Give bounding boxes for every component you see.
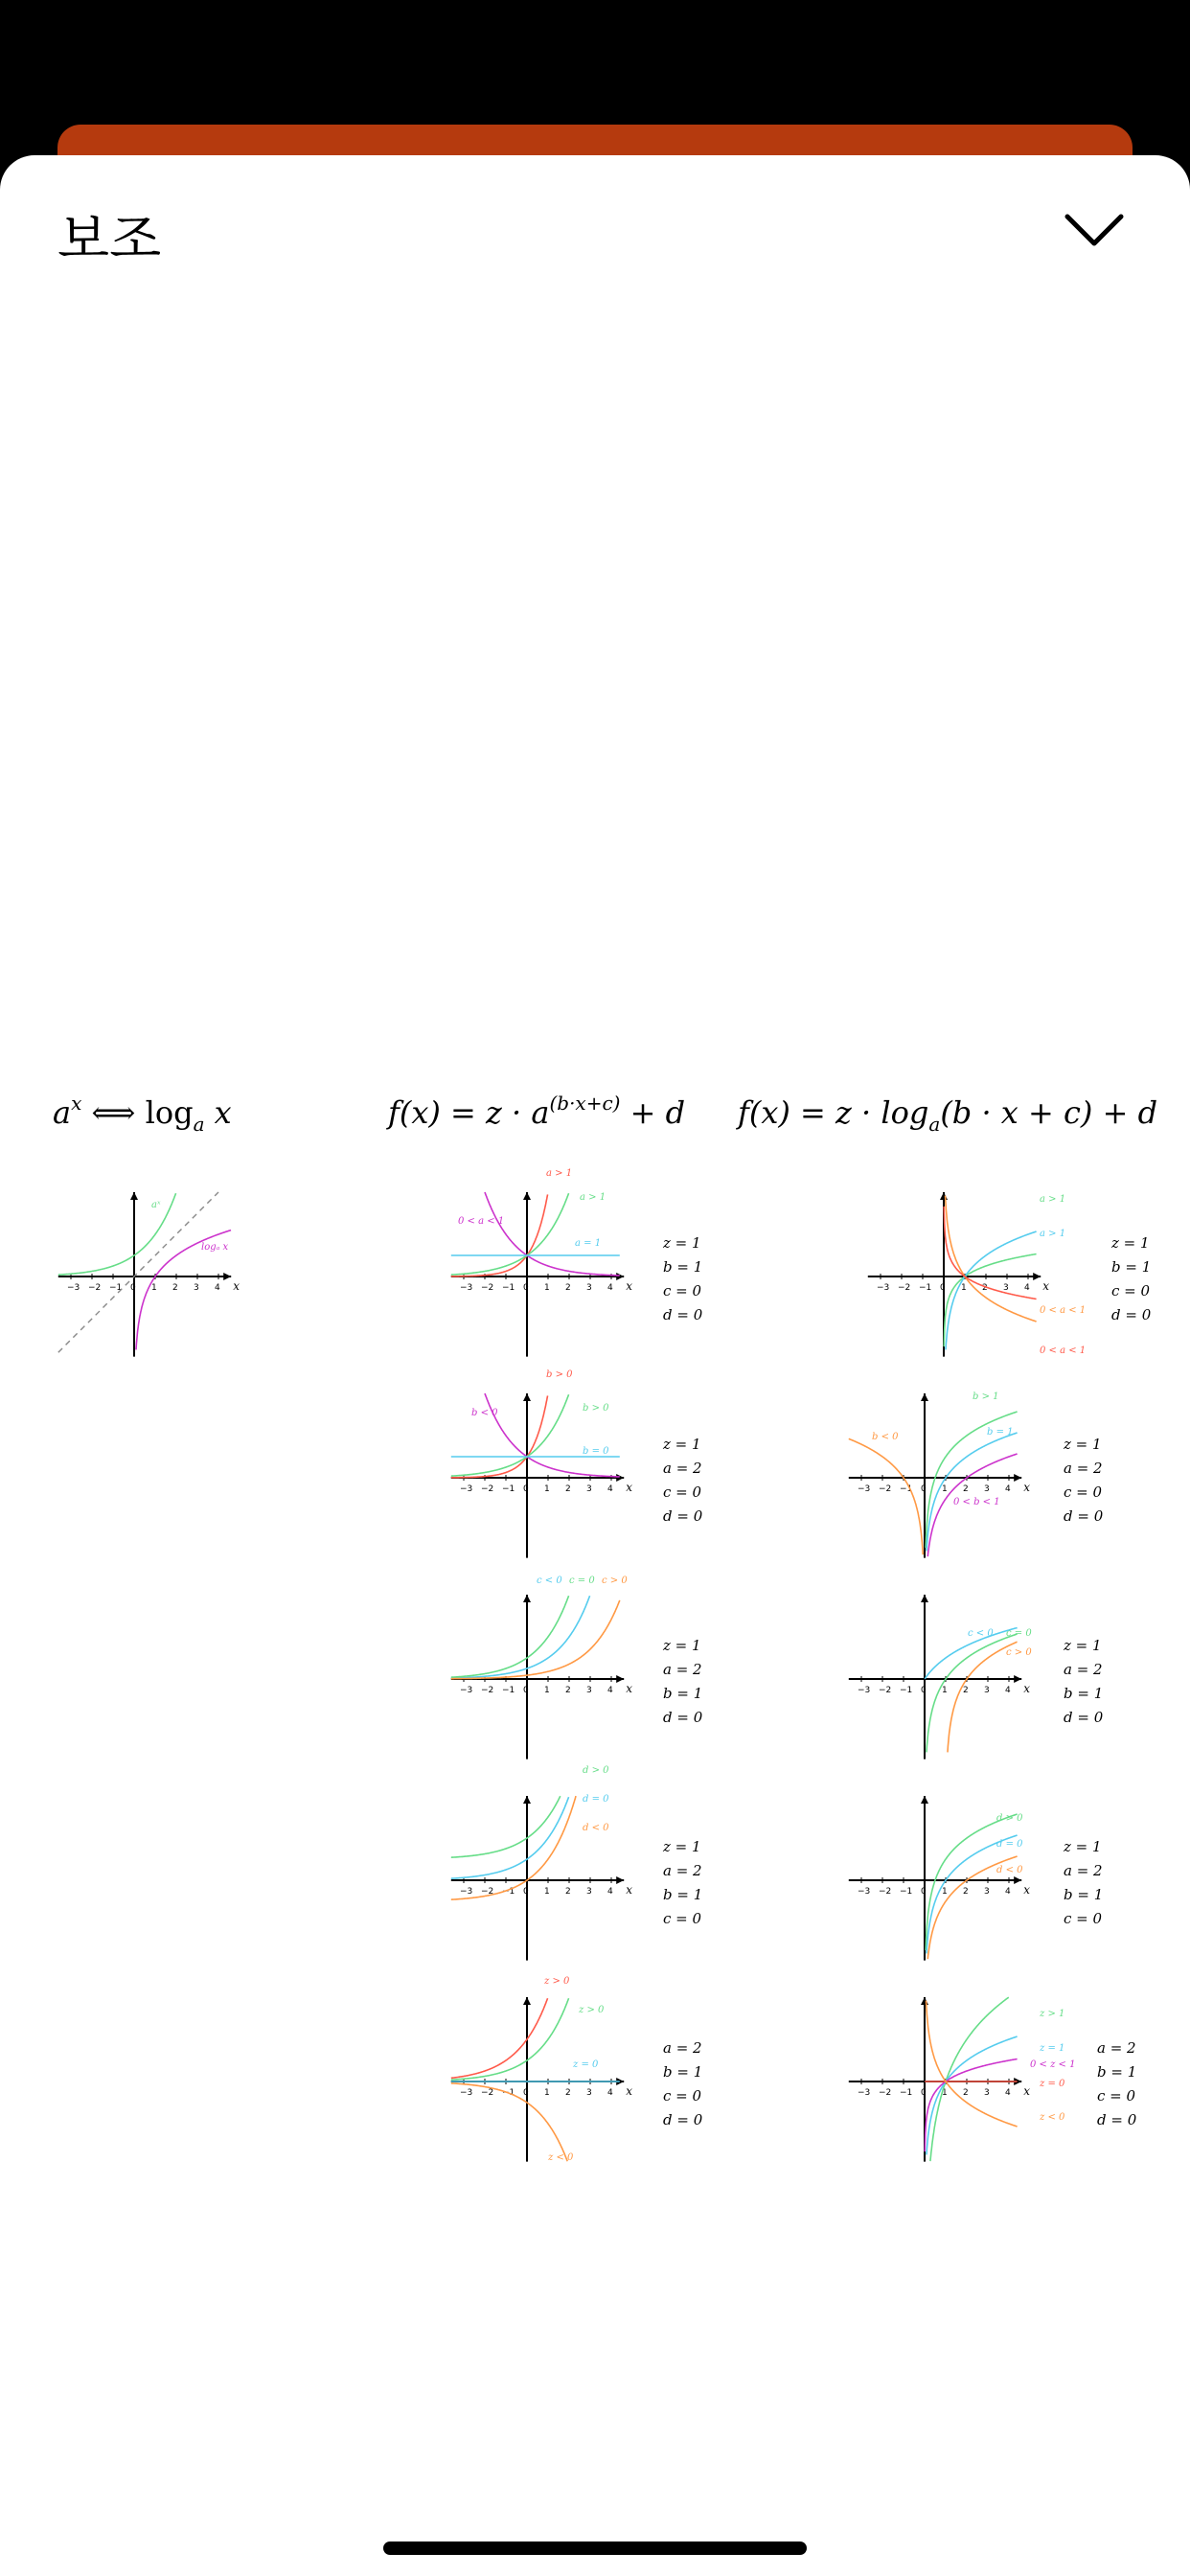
plot-l2-tick-label: 0	[921, 1484, 927, 1494]
label-l3: c = 0	[1006, 1628, 1032, 1639]
label-e1: a > 1	[546, 1168, 573, 1179]
l1-param: z = 1	[1111, 1234, 1150, 1252]
l4-param: z = 1	[1064, 1838, 1102, 1855]
plot-l3-tick-label: −1	[900, 1686, 913, 1695]
plot-l2-axis-x-label: x	[1023, 1481, 1030, 1494]
label-l4: d > 0	[996, 1813, 1023, 1824]
curve-e3	[451, 1600, 620, 1679]
label-l1: a > 1	[1040, 1229, 1066, 1239]
plot-l5	[849, 1997, 1137, 2162]
plot-e5-tick-label: 0	[523, 2088, 529, 2098]
plot-e1-y-arrow	[523, 1192, 531, 1200]
plot-l5-tick-label: 0	[921, 2088, 927, 2098]
plot-l3-tick-label: 0	[921, 1686, 927, 1695]
label-l2: b > 1	[973, 1392, 999, 1402]
plot-e4-tick-label: −3	[460, 1887, 473, 1897]
graphs-svg	[0, 941, 1190, 2168]
plot-e2-y-arrow	[523, 1393, 531, 1401]
plot-l3-y-arrow	[921, 1595, 928, 1602]
e2-param: d = 0	[663, 1507, 703, 1525]
plot-l1-tick-label: 3	[1003, 1283, 1009, 1293]
e5-param: b = 1	[663, 2063, 703, 2081]
plot-l1-axis-x-label: x	[1042, 1279, 1049, 1293]
l5-param: b = 1	[1097, 2063, 1137, 2081]
plot-l2-y-arrow	[921, 1393, 928, 1401]
plot-inverse-tick-label: −3	[67, 1283, 80, 1293]
curve-e2	[451, 1394, 569, 1476]
plot-inverse-tick-label: 2	[172, 1283, 178, 1293]
l4-param: c = 0	[1064, 1910, 1103, 1927]
plot-e1-tick-label: −1	[502, 1283, 515, 1293]
bottom-sheet	[0, 155, 1190, 2576]
label-l5: z > 1	[1040, 2009, 1065, 2019]
plot-l5-tick-label: −2	[879, 2088, 892, 2098]
label-e1: 0 < a < 1	[458, 1216, 505, 1227]
e5-param: d = 0	[663, 2111, 703, 2128]
curve-e3	[451, 1596, 590, 1678]
plot-e2-tick-label: −3	[460, 1484, 473, 1494]
plot-e3-y-arrow	[523, 1595, 531, 1602]
plot-l5-tick-label: 3	[984, 2088, 990, 2098]
label-l4: d = 0	[996, 1839, 1023, 1850]
plot-inverse-tick-label: 1	[151, 1283, 157, 1293]
e4-param: b = 1	[663, 1886, 703, 1903]
header-col3: $f(x) = z \cdot \log_a(b \cdot x + c) + d$	[738, 1094, 1158, 1136]
plot-l1-tick-label: 2	[982, 1283, 988, 1293]
plot-e1-tick-label: −3	[460, 1283, 473, 1293]
home-indicator	[383, 2542, 807, 2555]
plot-l1-tick-label: 4	[1024, 1283, 1030, 1293]
plot-l2	[849, 1392, 1104, 1558]
label-log: logₐ x	[201, 1242, 229, 1253]
l2-param: a = 2	[1064, 1460, 1103, 1477]
plot-l3-tick-label: 4	[1005, 1686, 1011, 1695]
plot-e4	[451, 1765, 702, 1961]
e3-param: b = 1	[663, 1685, 703, 1702]
l2-param: c = 0	[1064, 1484, 1103, 1501]
label-e1: a = 1	[575, 1238, 602, 1249]
curve-l4	[926, 1814, 1018, 1950]
function-graphs-figure	[0, 941, 1190, 2168]
e1-param: d = 0	[663, 1306, 703, 1323]
plot-l3-tick-label: −2	[879, 1686, 892, 1695]
plot-e1-tick-label: 4	[607, 1283, 613, 1293]
plot-e5-axis-x-label: x	[626, 2084, 632, 2098]
label-e3: c < 0	[537, 1576, 562, 1586]
plot-inverse-tick-label: −1	[109, 1283, 123, 1293]
e3-param: z = 1	[663, 1637, 701, 1654]
plot-e5-tick-label: −3	[460, 2088, 473, 2098]
plot-inverse-tick-label: 0	[130, 1283, 136, 1293]
plot-inverse-x-arrow	[223, 1273, 231, 1280]
label-l1: 0 < a < 1	[1040, 1305, 1087, 1316]
plot-inverse-tick-label: −2	[88, 1283, 102, 1293]
plot-inverse	[58, 1192, 240, 1357]
e2-param: a = 2	[663, 1460, 702, 1477]
e2-param: z = 1	[663, 1436, 701, 1453]
plot-e3	[451, 1576, 703, 1760]
plot-e5-tick-label: 1	[544, 2088, 550, 2098]
l3-param: d = 0	[1064, 1709, 1104, 1726]
e1-param: b = 1	[663, 1258, 703, 1276]
plot-l5-tick-label: 2	[963, 2088, 969, 2098]
plot-l3-x-arrow	[1014, 1675, 1021, 1683]
plot-e1-tick-label: 3	[586, 1283, 592, 1293]
plot-e1-tick-label: 1	[544, 1283, 550, 1293]
label-l5: 0 < z < 1	[1030, 2059, 1076, 2070]
plot-e2-tick-label: −2	[481, 1484, 494, 1494]
plot-e3-tick-label: 0	[523, 1686, 529, 1695]
plot-e3-tick-label: −3	[460, 1686, 473, 1695]
label-exp: aˣ	[151, 1200, 161, 1210]
plot-e3-tick-label: 1	[544, 1686, 550, 1695]
plot-e1-tick-label: 0	[523, 1283, 529, 1293]
l3-param: a = 2	[1064, 1661, 1103, 1678]
l5-param: d = 0	[1097, 2111, 1137, 2128]
l4-param: a = 2	[1064, 1862, 1103, 1879]
plot-l4-tick-label: 3	[984, 1887, 990, 1897]
plot-l5-tick-label: 1	[942, 2088, 948, 2098]
plot-l4-tick-label: 1	[942, 1887, 948, 1897]
plot-e3-tick-label: −1	[502, 1686, 515, 1695]
plot-e4-tick-label: 0	[523, 1887, 529, 1897]
plot-e4-tick-label: 4	[607, 1887, 613, 1897]
plot-e4-tick-label: −2	[481, 1887, 494, 1897]
plot-e5-tick-label: −2	[481, 2088, 494, 2098]
plot-e1-tick-label: −2	[481, 1283, 494, 1293]
plot-l3	[849, 1595, 1104, 1760]
plot-l3-tick-label: 1	[942, 1686, 948, 1695]
plot-l5-axis-x-label: x	[1023, 2084, 1030, 2098]
plot-e3-tick-label: −2	[481, 1686, 494, 1695]
curve-l3	[948, 1642, 1018, 1752]
plot-e1-axis-x-label: x	[626, 1279, 632, 1293]
plot-inverse-tick-label: 4	[215, 1283, 220, 1293]
plot-e1-tick-label: 2	[565, 1283, 571, 1293]
plot-e5-tick-label: 3	[586, 2088, 592, 2098]
label-l2: 0 < b < 1	[953, 1497, 1000, 1507]
plot-l4-tick-label: 0	[921, 1887, 927, 1897]
plot-l2-tick-label: 4	[1005, 1484, 1011, 1494]
curve-e5	[451, 1998, 548, 2078]
plot-l2-x-arrow	[1014, 1474, 1021, 1482]
e3-param: d = 0	[663, 1709, 703, 1726]
sheet-title: 보조	[57, 209, 162, 271]
plot-l1-y-arrow	[940, 1192, 948, 1200]
plot-l1-x-arrow	[1033, 1273, 1041, 1280]
plot-l3-axis-x-label: x	[1023, 1682, 1030, 1695]
plot-l4	[849, 1796, 1103, 1961]
plot-l2-tick-label: −3	[858, 1484, 871, 1494]
plot-l3-tick-label: −3	[858, 1686, 871, 1695]
plot-e4-x-arrow	[616, 1876, 624, 1884]
label-e3: c = 0	[569, 1576, 595, 1586]
plot-l2-tick-label: 2	[963, 1484, 969, 1494]
e5-param: c = 0	[663, 2087, 702, 2104]
label-l2: b = 1	[987, 1427, 1014, 1438]
label-e2: b < 0	[471, 1408, 498, 1418]
curve-l2	[849, 1438, 923, 1554]
plot-l5-y-arrow	[921, 1997, 928, 2005]
label-e2: b > 0	[583, 1403, 609, 1414]
plot-e2-tick-label: 2	[565, 1484, 571, 1494]
plot-l4-tick-label: 4	[1005, 1887, 1011, 1897]
l2-param: z = 1	[1064, 1436, 1102, 1453]
plot-l4-tick-label: −1	[900, 1887, 913, 1897]
l1-param: b = 1	[1111, 1258, 1152, 1276]
e3-param: a = 2	[663, 1661, 702, 1678]
curve-l2	[927, 1433, 1018, 1551]
plot-e5-tick-label: −1	[502, 2088, 515, 2098]
chevron-down-icon[interactable]	[1064, 211, 1125, 249]
plot-l1-tick-label: −1	[919, 1283, 932, 1293]
label-e4: d = 0	[583, 1794, 609, 1805]
l4-param: b = 1	[1064, 1886, 1104, 1903]
plot-e3-tick-label: 4	[607, 1686, 613, 1695]
plot-l4-axis-x-label: x	[1023, 1883, 1030, 1897]
plot-e5	[451, 1976, 703, 2163]
plot-e3-x-arrow	[616, 1675, 624, 1683]
label-l5: z = 0	[1040, 2079, 1065, 2089]
plot-l2-tick-label: −2	[879, 1484, 892, 1494]
header-col2: $f(x) = z \cdot a^{(b\cdot x+c)} + d$	[388, 1092, 686, 1131]
l3-param: z = 1	[1064, 1637, 1102, 1654]
plot-l2-tick-label: −1	[900, 1484, 913, 1494]
plot-l1-tick-label: −2	[898, 1283, 911, 1293]
plot-e2-tick-label: −1	[502, 1484, 515, 1494]
plot-e4-tick-label: 1	[544, 1887, 550, 1897]
plot-l4-y-arrow	[921, 1796, 928, 1804]
plot-e3-tick-label: 2	[565, 1686, 571, 1695]
plot-e1	[451, 1168, 703, 1357]
e4-param: a = 2	[663, 1862, 702, 1879]
l2-param: d = 0	[1064, 1507, 1104, 1525]
plot-l1-tick-label: 0	[940, 1283, 946, 1293]
curve-l5	[930, 1997, 1009, 2161]
label-l5: z < 0	[1040, 2112, 1065, 2123]
plot-e5-tick-label: 2	[565, 2088, 571, 2098]
curve-e2	[451, 1395, 548, 1478]
label-l4: d < 0	[996, 1865, 1023, 1875]
plot-e4-axis-x-label: x	[626, 1883, 632, 1897]
plot-e1-x-arrow	[616, 1273, 624, 1280]
label-e5: z > 0	[579, 2005, 605, 2015]
e1-param: z = 1	[663, 1234, 701, 1252]
e2-param: c = 0	[663, 1484, 702, 1501]
plot-e3-axis-x-label: x	[626, 1682, 632, 1695]
plot-e4-tick-label: −1	[502, 1887, 515, 1897]
plot-e4-tick-label: 3	[586, 1887, 592, 1897]
label-l3: c > 0	[1006, 1647, 1032, 1658]
label-e4: d < 0	[583, 1823, 609, 1833]
plot-e2-tick-label: 1	[544, 1484, 550, 1494]
plot-l2-tick-label: 3	[984, 1484, 990, 1494]
curve-l1	[946, 1231, 1037, 1349]
curve-e4	[451, 1796, 576, 1899]
plot-e4-tick-label: 2	[565, 1887, 571, 1897]
plot-e2-tick-label: 0	[523, 1484, 529, 1494]
curve-e1	[485, 1192, 620, 1276]
plot-l4-tick-label: −3	[858, 1887, 871, 1897]
header-col1: $a^x$ ⟺ $\log_a x$	[53, 1092, 232, 1136]
plot-l4-x-arrow	[1014, 1876, 1021, 1884]
curve-e5	[451, 1998, 569, 2080]
plot-l5-tick-label: 4	[1005, 2088, 1011, 2098]
plot-e2-x-arrow	[616, 1474, 624, 1482]
plot-e2-tick-label: 4	[607, 1484, 613, 1494]
e5-param: a = 2	[663, 2039, 702, 2057]
plot-l1-tick-label: 1	[961, 1283, 967, 1293]
plot-e5-y-arrow	[523, 1997, 531, 2005]
label-e1: a > 1	[580, 1192, 606, 1203]
curve-l1	[946, 1196, 1037, 1322]
plot-inverse-tick-label: 3	[194, 1283, 199, 1293]
label-l3: c < 0	[968, 1628, 994, 1639]
label-e5: z = 0	[573, 2059, 599, 2070]
curve-e1	[451, 1193, 569, 1275]
label-l2: b < 0	[872, 1432, 899, 1442]
plot-l5-tick-label: −3	[858, 2088, 871, 2098]
plot-e2-axis-x-label: x	[626, 1481, 632, 1494]
e1-param: c = 0	[663, 1282, 702, 1300]
label-e5: z > 0	[544, 1976, 570, 1987]
plot-l1	[868, 1192, 1152, 1357]
label-e5: z < 0	[548, 2152, 574, 2163]
e4-param: c = 0	[663, 1910, 702, 1927]
label-e2: b = 0	[583, 1446, 609, 1457]
plot-l4-tick-label: −2	[879, 1887, 892, 1897]
label-e4: d > 0	[583, 1765, 609, 1776]
plot-l4-tick-label: 2	[963, 1887, 969, 1897]
e4-param: z = 1	[663, 1838, 701, 1855]
curve-l5	[927, 2036, 1018, 2154]
l5-param: c = 0	[1097, 2087, 1136, 2104]
l5-param: a = 2	[1097, 2039, 1136, 2057]
plot-e2-tick-label: 3	[586, 1484, 592, 1494]
label-e3: c > 0	[602, 1576, 628, 1586]
plot-l3-tick-label: 2	[963, 1686, 969, 1695]
curve-e4	[451, 1797, 569, 1878]
curve-l5	[927, 2001, 1018, 2127]
label-l1: a > 1	[1040, 1194, 1066, 1205]
curve-e3	[451, 1596, 569, 1677]
plot-l3-tick-label: 3	[984, 1686, 990, 1695]
curve-l4	[927, 1835, 1018, 1953]
plot-inverse-y-arrow	[130, 1192, 138, 1200]
plot-l5-tick-label: −1	[900, 2088, 913, 2098]
plot-l1-tick-label: −3	[877, 1283, 890, 1293]
curve-e4	[451, 1796, 561, 1857]
plot-e3-tick-label: 3	[586, 1686, 592, 1695]
label-l5: z = 1	[1040, 2043, 1065, 2054]
plot-l2-tick-label: 1	[942, 1484, 948, 1494]
plot-e5-tick-label: 4	[607, 2088, 613, 2098]
curve-e1	[451, 1194, 548, 1276]
label-l1: 0 < a < 1	[1040, 1346, 1087, 1356]
curve-l3	[927, 1634, 1018, 1752]
l1-param: c = 0	[1111, 1282, 1151, 1300]
plot-inverse-axis-x-label: x	[233, 1279, 240, 1293]
l3-param: b = 1	[1064, 1685, 1104, 1702]
l1-param: d = 0	[1111, 1306, 1152, 1323]
label-e2: b > 0	[546, 1369, 573, 1380]
plot-e2	[451, 1369, 703, 1558]
plot-e4-y-arrow	[523, 1796, 531, 1804]
